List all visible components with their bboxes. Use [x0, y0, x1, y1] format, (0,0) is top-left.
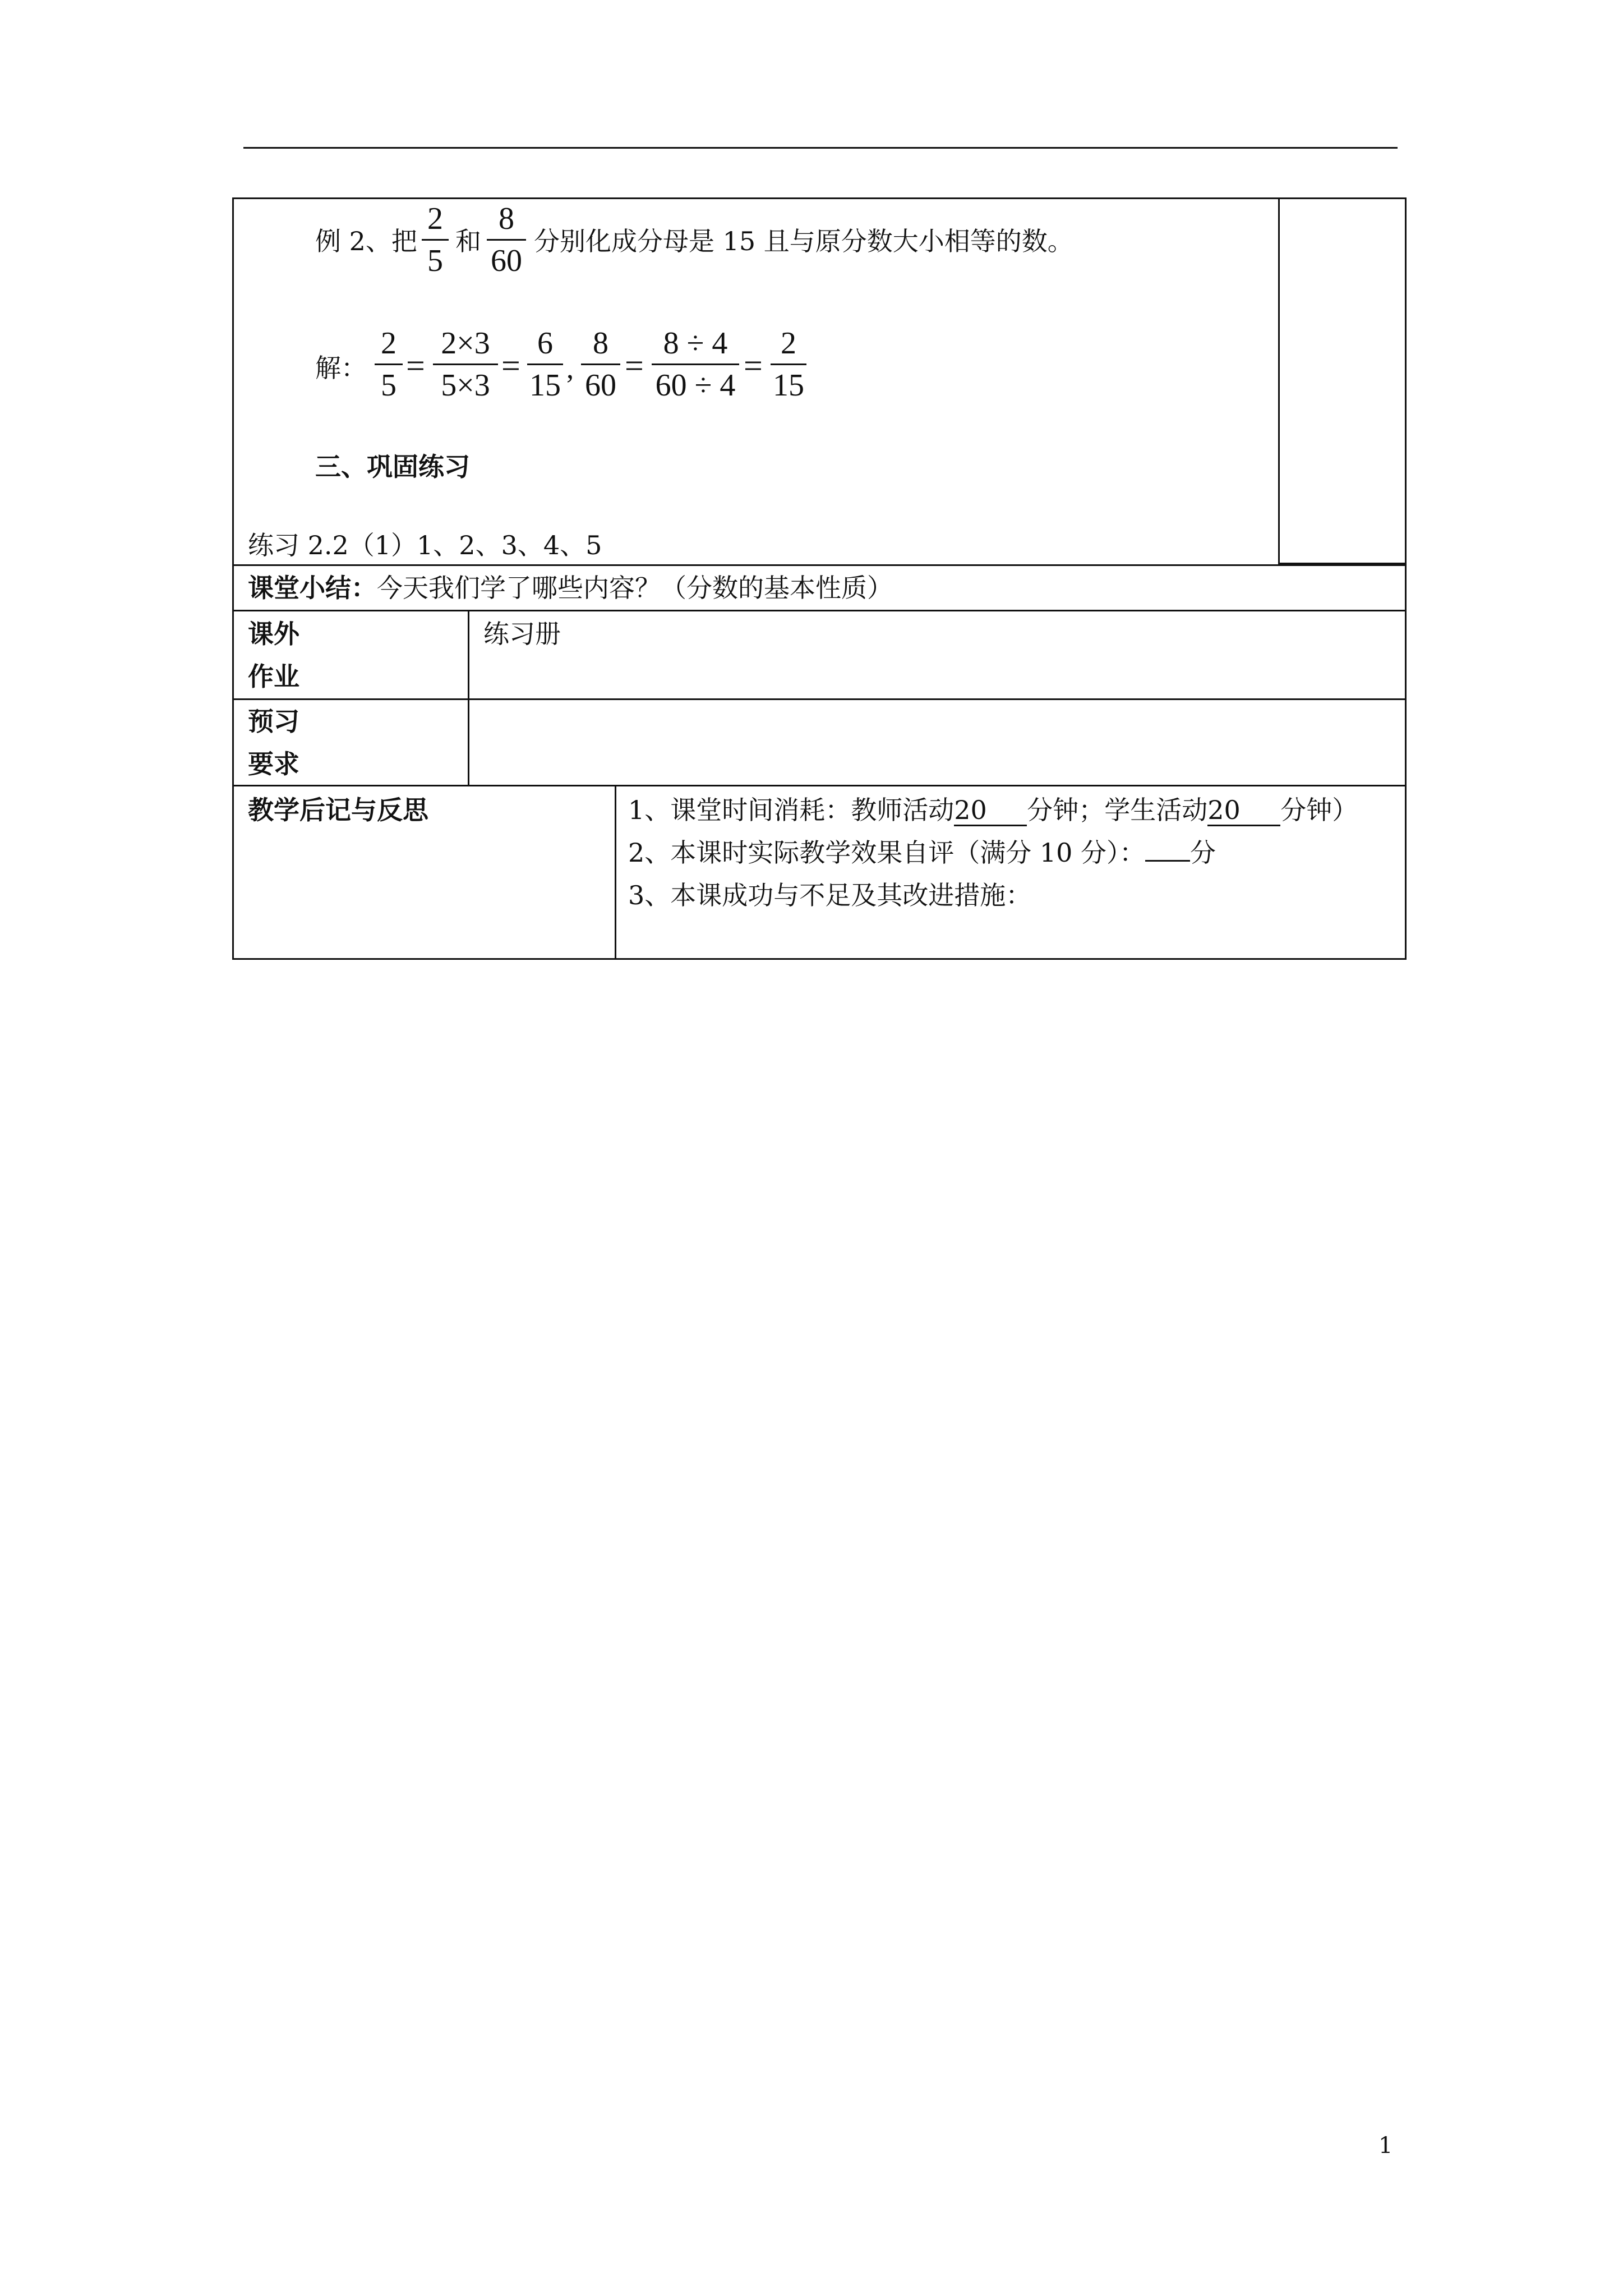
exercise-list: 练习 2.2（1）1、2、3、4、5 — [248, 530, 602, 560]
fraction: 2 5 — [375, 325, 403, 403]
reflection-label: 教学后记与反思 — [248, 795, 428, 825]
comma: , — [566, 353, 574, 385]
homework-label-2: 作业 — [248, 661, 299, 692]
fraction: 6 15 — [527, 325, 563, 403]
example-and: 和 — [455, 226, 481, 256]
header-rule — [243, 147, 1398, 149]
summary-label: 课堂小结： — [248, 573, 377, 603]
page-number: 1 — [1378, 2133, 1393, 2159]
numerator: 2 — [427, 201, 443, 236]
preview-label-2: 要求 — [248, 749, 299, 779]
homework-text: 练习册 — [483, 619, 561, 649]
fraction-two-fifths — [422, 201, 449, 279]
denominator: 5 — [427, 243, 443, 278]
student-minutes: 20 — [1207, 795, 1280, 826]
example-tail: 分别化成分母是 15 且与原分数大小相等的数。 — [534, 226, 1073, 256]
fraction: 8 60 — [581, 325, 620, 403]
self-score-blank — [1145, 860, 1190, 862]
teacher-minutes: 20 — [954, 795, 1027, 826]
section-heading: 三、巩固练习 — [315, 452, 470, 482]
fraction: 2 15 — [771, 325, 806, 403]
equals-sign: = — [625, 347, 644, 384]
example-lead: 例 2、把 — [315, 226, 417, 256]
summary-text: 今天我们学了哪些内容？（分数的基本性质） — [377, 573, 893, 603]
equals-sign: = — [744, 347, 763, 384]
fraction: 8 ÷ 4 60 ÷ 4 — [652, 325, 739, 403]
preview-label-1: 预习 — [248, 706, 299, 737]
reflection-line-1: 1、课堂时间消耗：教师活动20 分钟；学生活动20 分钟） — [628, 795, 1358, 825]
homework-label-1: 课外 — [248, 619, 299, 649]
denominator: 60 — [491, 243, 522, 278]
reflection-line-2: 2、本课时实际教学效果自评（满分 10 分）： 分 — [628, 838, 1216, 868]
fraction-eight-sixtieths — [487, 201, 526, 279]
reflection-line-3: 3、本课成功与不足及其改进措施： — [628, 880, 1032, 910]
equals-sign: = — [406, 347, 425, 384]
equals-sign: = — [501, 347, 520, 384]
solution-label: 解： — [315, 353, 367, 383]
numerator: 8 — [499, 201, 514, 236]
fraction: 2×3 5×3 — [433, 325, 498, 403]
